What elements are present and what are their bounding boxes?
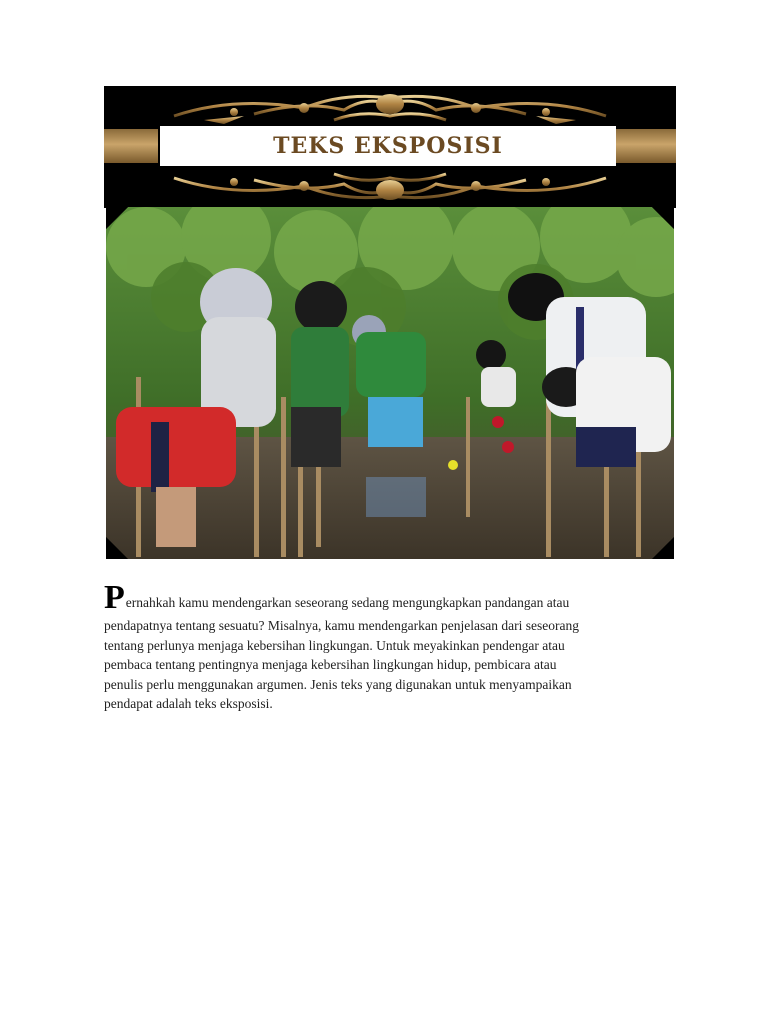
photo-illustration xyxy=(106,207,674,559)
first-line xyxy=(104,579,676,616)
paragraph-lines xyxy=(104,616,676,714)
paragraph-line: pendapatnya tentang sesuatu? Misalnya, kamu mendengarkan penjelasan dari seseorang xyxy=(104,618,579,633)
paragraph-line: pembaca tentang pentingnya menjaga kebersihan lingkungan hidup, pembicara atau xyxy=(104,657,557,672)
paragraph-line: penulis perlu menggunakan argumen. Jenis teks yang digunakan untuk menyampaikan xyxy=(104,676,572,692)
gold-band-right xyxy=(616,129,676,163)
first-line-text: ernahkah kamu mendengarkan seseorang sedang mengungkapkan pandangan atau xyxy=(125,594,570,610)
title-box xyxy=(160,126,616,166)
gold-band-left xyxy=(104,129,158,163)
paragraph-line: tentang perlunya menjaga kebersihan lingkungan. Untuk meyakinkan pendengar atau xyxy=(104,637,565,653)
article-body xyxy=(104,580,676,714)
drop-cap: P xyxy=(104,579,125,616)
paragraph-line: pendapat adalah teks eksposisi. xyxy=(104,696,273,711)
mangrove-planting-photo xyxy=(106,207,674,559)
page-title: TEKS EKSPOSISI xyxy=(273,133,503,159)
title-banner xyxy=(104,86,676,208)
